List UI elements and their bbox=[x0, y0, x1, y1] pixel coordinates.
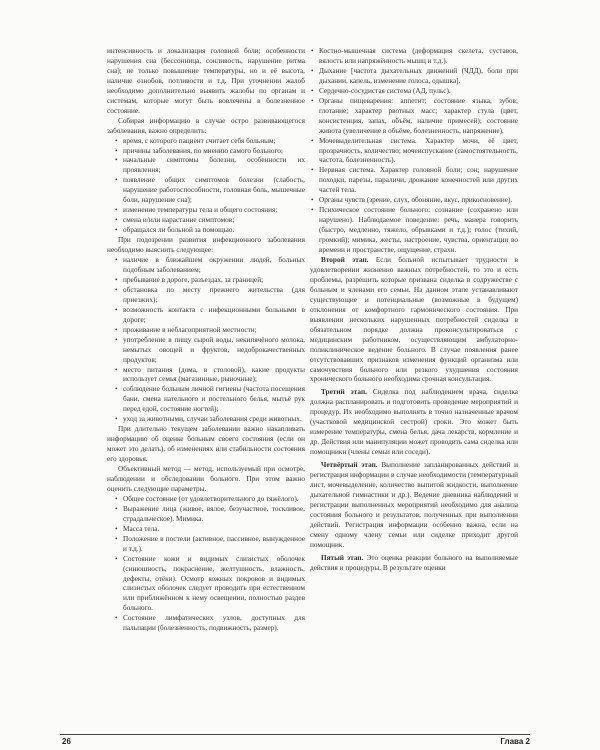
stage-2-paragraph bbox=[310, 256, 518, 385]
stage-2-text: Если больной испытывает трудности в удовлетворении жизненно важных потребностей, то это и есть проблемы, разрешить которые призвана сиделка в содружестве с больным и членами его семьи. На данном этапе устанавливают существующие и потенциальные (возможные в будущем) отклонения от комфортного гармонического состояния. При выявлении нескольких нарушенных потребностей сиделка в обязательном порядке должна проконсультироваться с медицинским работником, осуществляющим амбулаторно-поликлиническое ведение больного. В случае появления ранее отсутствовавших признаков изменения функций организма или самочувствия больного или резкого ухудшения состояния хронического больного необходима срочная консультация. bbox=[310, 256, 518, 384]
list-item: • причины заболевания, по мнению самого больного; bbox=[107, 147, 305, 157]
objective-method-paragraph: Объективный метод — метод, используемый при осмотре, наблюдении и обследовании больного. При этом важно оценить следующие параметры. bbox=[107, 465, 305, 493]
list-item: • уход за животными, случаи заболевания среди животных. bbox=[107, 415, 305, 425]
right-column bbox=[310, 47, 518, 574]
stage-3-label: Третий этап. bbox=[321, 388, 367, 397]
stage-4-label: Четвёртый этап. bbox=[321, 461, 378, 470]
list-item: • возможность контакта с инфекционными больными в дороге; bbox=[107, 306, 305, 326]
left-column bbox=[107, 47, 305, 634]
list-item: • наличие в ближайшем окружении людей, больных подобным заболеванием; bbox=[107, 256, 305, 276]
footer-rule bbox=[60, 734, 530, 735]
list-item: • обращался ли больной за помощью. bbox=[107, 226, 305, 236]
list-item: • Психическое состояние больного: сознание (сохранено или нарушено). Наблюдаемое поведение: речь, манера говорить (быстро, медленно, тяжело, обрывками и т.д.); голос (тихий, громкий); мимика, жесты, настроение, чувства, ориентации во времени и пространстве, ощущение, страхи. bbox=[310, 206, 518, 256]
list-item: • появление общих симптомов болезни (слабость, нарушение работоспособности, головная боль, мышечные боли, нарушение сна); bbox=[107, 176, 305, 206]
list-item: • Масса тела. bbox=[107, 525, 305, 535]
list-item: • Сердечно-сосудистая система (АД, пульс). bbox=[310, 87, 518, 97]
list-item: • Органы чувств (зрение, слух, обоняние, вкус, прикосновение). bbox=[310, 196, 518, 206]
infection-paragraph: При подозрении развития инфекционного заболевания необходимо выяснить следующее: bbox=[107, 236, 305, 255]
chapter-label: Глава 2 bbox=[500, 737, 530, 746]
list-item: • Положение в постели (активное, пассивное, вынужденное и т.д.). bbox=[107, 535, 305, 555]
stage-4-text: Выполнение запланированных действий и регистрация информации в случае необходимости (температурный лист, мочевыделение, количество выпитой жидкости, выполнение дыхательной гимнастики и др.). Ведение дневника наблюдений и регистрации выполненных мероприятий необходимо для анализа состояния больного и результатов, полученных при выполнении действий. Регистрация информации особенно важна, если на смену одному члену семьи или сиделке приходит другой помощник. bbox=[310, 461, 519, 549]
list-item: • Костно-мышечная система (деформация скелета, суставов, вялость или напряжённость мышц и т.д.). bbox=[310, 47, 518, 67]
list-item: • Мочевыделительная система. Характер мочи, её цвет, прозрачность, количество; мочеиспускание (самостоятельность, частота, болезненность). bbox=[310, 137, 518, 167]
list-item: • проживание в неблагоприятной местности; bbox=[107, 326, 305, 336]
list-item: • употребление в пищу сырой воды, некипячёного молока, немытых овощей и фруктов, недоброкачественных продуктов; bbox=[107, 336, 305, 366]
stage-5-paragraph bbox=[310, 554, 518, 574]
stage-4-paragraph bbox=[310, 461, 518, 551]
list-item: • Состояние кожи и видимых слизистых оболочек (синюшность, покраснение, желтушность, влажность, дефекты, отёки). Осмотр кожных покровов и видимых слизистых оболочек следует проводить при естественном или приближённом к нему освещении, полностью раздев больного. bbox=[107, 555, 305, 615]
chronic-paragraph: При длительно текущем заболевании важно накапливать информацию об оценке больным своего состояния (если он может это делать), об изменениях или стабильности состояния его здоровья. bbox=[107, 425, 305, 464]
list-item: • изменение температуры тела и общего состояния; bbox=[107, 206, 305, 216]
list-item: • смена и/или нарастание симптомов; bbox=[107, 216, 305, 226]
objective-list bbox=[107, 495, 305, 634]
acute-disease-list bbox=[107, 137, 305, 237]
list-item: • пребывание в дороге, разъездах, за границей; bbox=[107, 276, 305, 286]
list-item: • Общее состояние (от удовлетворительного до тяжёлого). bbox=[107, 495, 305, 505]
stage-2-label: Второй этап. bbox=[321, 256, 369, 265]
list-item: • начальные симптомы болезни, особенности их проявления; bbox=[107, 156, 305, 176]
stage-5-text: Это оценка реакции больного на выполняемые действия и процедуры. В результате оценки bbox=[310, 553, 519, 572]
list-item: • Органы пищеварения: аппетит; состояние языка, зубов; глотание; характер рвотных масс; характер стула (цвет, консистенция, запах, объём, наличие примесей); состояние живота (увеличение в объёме, болезненность, напряжение). bbox=[310, 97, 518, 137]
list-item: • время, с которого пациент считает себя больным; bbox=[107, 137, 305, 147]
list-item: • соблюдение больным личной гигиены (частота посещения бани, смена нательного и постельного белья, мытьё рук перед едой, состояние ногтей); bbox=[107, 385, 305, 415]
list-item: • Нервная система. Характер головной боли; сон; нарушение походки, парезы, параличи, дрожание конечностей или других частей тела. bbox=[310, 166, 518, 196]
list-item: • Выражение лица (живое, вялое, безучастное, тоскливое, страдальческое). Мимика. bbox=[107, 505, 305, 525]
stage-5-label: Пятый этап. bbox=[321, 553, 364, 562]
stage-3-paragraph bbox=[310, 388, 518, 458]
list-item: • место питания (дома, в столовой), какие продукты использует семья (магазинные, рыночные); bbox=[107, 366, 305, 386]
intro-paragraph: интенсивность и локализация головной боли; особенности нарушения сна (бессонница, сонливость, нарушение ритма сна); не только повышение температуры, но и её высота, наличие ознобов, потливости и т.д. При уточнении жалоб необходимо дополнительно выявить жалобы по органам и системам, которые могут быть вовлечены в болезненное состояние. bbox=[107, 47, 305, 115]
list-item: • Дыхание [частота дыхательных движений (ЧДД), боли при дыхании, капель, изменение голоса, одышка]. bbox=[310, 67, 518, 87]
anamnesis-paragraph: Собирая информацию в случае остро развивающегося заболевания, важно определить: bbox=[107, 116, 305, 135]
list-item: • обстановка по месту прежнего жительства (для приезжих); bbox=[107, 286, 305, 306]
page-number: 26 bbox=[62, 737, 71, 746]
infection-list bbox=[107, 256, 305, 425]
list-item: • Состояние лимфатических узлов, доступных для пальпации (болезненность, подвижность, размер). bbox=[107, 614, 305, 634]
body-systems-list bbox=[310, 47, 518, 256]
stage-3-text: Сиделка под наблюдением врача, сиделка должна распланировать и подготовить проведение мероприятий и процедур. Их необходимо выполнять в точно назначенные врачом (участковой медицинской сестрой) сроки. Это может быть измерение температуры, смена белья, дача лекарств, кормление и др. Действия или манипуляции может проводить сама сиделка или помощники (члены семьи или соседи). bbox=[310, 388, 518, 457]
